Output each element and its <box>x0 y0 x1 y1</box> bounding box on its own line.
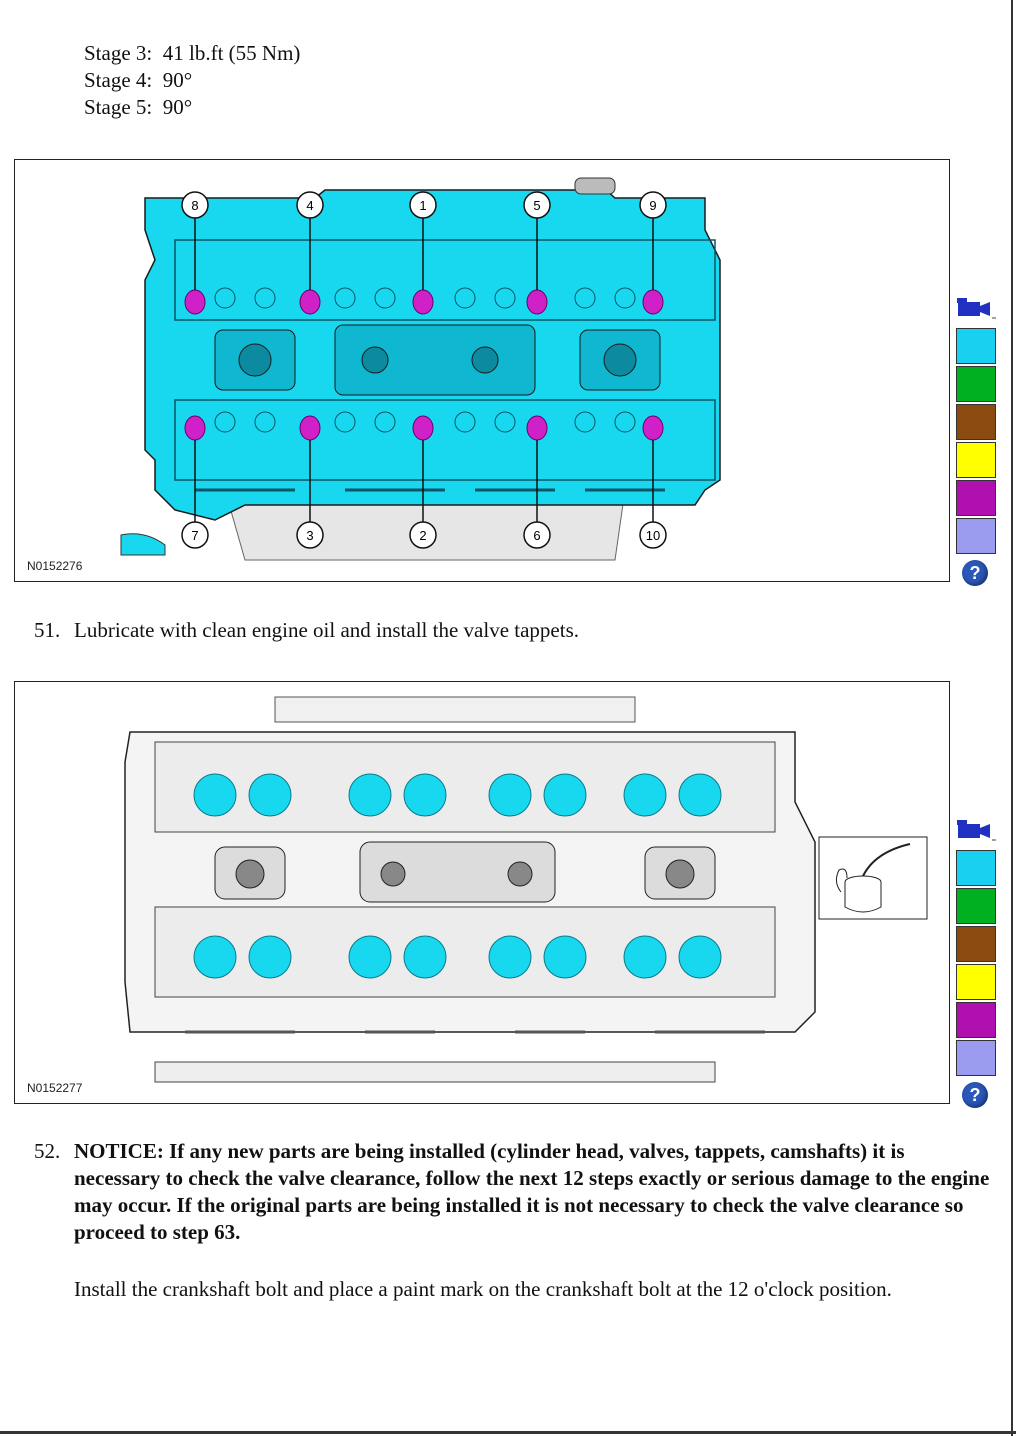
valve-tappet <box>679 936 721 978</box>
valve-tappet <box>194 936 236 978</box>
callout-number: 3 <box>306 528 314 543</box>
valve-tappet <box>249 774 291 816</box>
color-swatch-magenta[interactable] <box>956 1002 996 1038</box>
head-bolt <box>527 290 547 314</box>
stage-label: Stage 3: <box>84 41 153 65</box>
callout-number: 6 <box>533 528 541 543</box>
color-swatch-brown[interactable] <box>956 404 996 440</box>
page-edge-bottom <box>0 1431 1016 1434</box>
valve-tappet <box>544 936 586 978</box>
callout-number: 2 <box>419 528 427 543</box>
stage-row <box>84 67 300 94</box>
color-swatch-yellow[interactable] <box>956 964 996 1000</box>
notice-text: NOTICE: If any new parts are being installed (cylinder head, valves, tappets, camshafts) it is necessary to check the valve clearance, follow the next 12 steps exactly or serious damage to the engine may occur. If the original parts are being installed it is not necessary to check the valve clearance so proceed to step 63. <box>74 1139 990 1244</box>
valve-tappets-figure <box>14 681 950 1104</box>
valve-tappet <box>489 936 531 978</box>
step-number: 51. <box>34 618 61 642</box>
valve-tappet <box>404 774 446 816</box>
stage-value: 41 lb.ft (55 Nm) <box>162 41 301 65</box>
stage-row <box>84 40 300 67</box>
figure-id: N0152277 <box>27 1081 83 1095</box>
color-swatch-lavender[interactable] <box>956 518 996 554</box>
camera-icon[interactable] <box>956 818 996 844</box>
instruction-text: Install the crankshaft bolt and place a paint mark on the crankshaft bolt at the 12 o'clock position. <box>74 1277 892 1301</box>
figure-id: N0152276 <box>27 559 83 573</box>
color-swatch-yellow[interactable] <box>956 442 996 478</box>
valve-tappet <box>624 936 666 978</box>
head-bolt <box>643 290 663 314</box>
valve-tappet <box>249 936 291 978</box>
valve-tappet <box>544 774 586 816</box>
page-edge-right <box>1011 0 1013 1436</box>
stage-label: Stage 4: <box>84 68 153 92</box>
valve-tappet <box>194 774 236 816</box>
camera-icon[interactable] <box>956 296 996 322</box>
oil-can-icon <box>819 837 927 919</box>
color-palette <box>956 818 996 1108</box>
callout-number: 7 <box>191 528 199 543</box>
color-swatch-cyan[interactable] <box>956 328 996 364</box>
color-swatch-cyan[interactable] <box>956 850 996 886</box>
valve-tappet <box>624 774 666 816</box>
head-bolt <box>185 416 205 440</box>
step-text: Lubricate with clean engine oil and install the valve tappets. <box>74 618 579 642</box>
callout-number: 5 <box>533 198 541 213</box>
callout-number: 9 <box>649 198 657 213</box>
step-51 <box>34 617 579 644</box>
stage-label: Stage 5: <box>84 95 153 119</box>
color-swatch-green[interactable] <box>956 888 996 924</box>
valve-tappet <box>349 936 391 978</box>
callout-number: 10 <box>645 528 661 543</box>
head-bolt <box>300 290 320 314</box>
color-swatch-magenta[interactable] <box>956 480 996 516</box>
head-bolt <box>300 416 320 440</box>
valve-tappet <box>349 774 391 816</box>
color-palette <box>956 296 996 586</box>
cylinder-head-bolt-sequence-figure <box>14 159 950 582</box>
head-bolt <box>413 290 433 314</box>
cylinder-head-illustration <box>15 160 949 581</box>
stage-value: 90° <box>162 95 193 119</box>
callout-number: 8 <box>191 198 199 213</box>
head-bolt <box>185 290 205 314</box>
callout-number: 1 <box>419 198 427 213</box>
step-number: 52. <box>34 1139 61 1163</box>
head-bolt <box>413 416 433 440</box>
valve-tappet <box>489 774 531 816</box>
help-icon[interactable]: ? <box>962 560 988 586</box>
head-bolt <box>643 416 663 440</box>
stage-value: 90° <box>162 68 193 92</box>
valve-tappet <box>679 774 721 816</box>
tappet-illustration <box>15 682 949 1103</box>
stage-row <box>84 94 300 121</box>
color-swatch-brown[interactable] <box>956 926 996 962</box>
callout-number: 4 <box>306 198 314 213</box>
color-swatch-green[interactable] <box>956 366 996 402</box>
help-icon[interactable]: ? <box>962 1082 988 1108</box>
color-swatch-lavender[interactable] <box>956 1040 996 1076</box>
head-bolt <box>527 416 547 440</box>
torque-stages <box>84 40 300 121</box>
valve-tappet <box>404 936 446 978</box>
